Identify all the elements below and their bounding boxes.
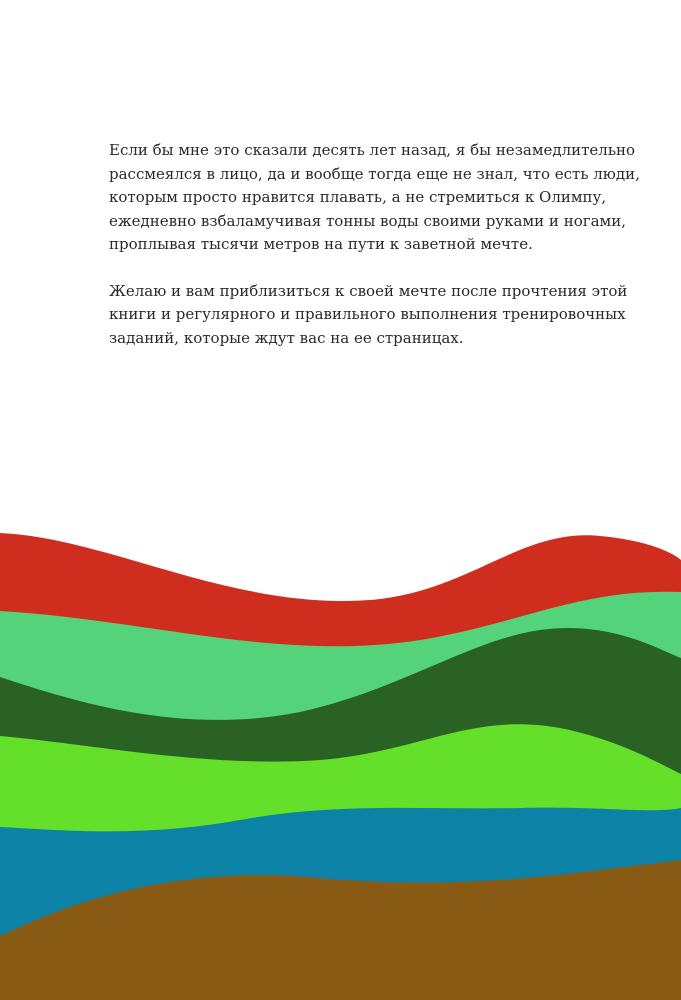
text-line: заданий, которые ждут вас на ее страницах. — [109, 328, 464, 347]
decorative-waves — [0, 520, 681, 1000]
text-line: Если бы мне это сказали десять лет назад, я бы незамедлительно — [109, 141, 636, 159]
text-line: которым просто нравится плавать, а не стремиться к Олимпу, — [109, 188, 607, 206]
text-line: проплывая тысячи метров на пути к заветной мечте. — [109, 235, 533, 253]
text-line: Желаю и вам приблизиться к своей мечте после прочтения этой — [109, 281, 628, 300]
text-line: книги и регулярного и правильного выполнения тренировочных — [109, 305, 626, 323]
text-line: рассмеялся в лицо, да и вообще тогда еще не знал, что есть люди, — [109, 164, 640, 183]
paragraph-2 — [109, 280, 628, 351]
paragraph-1 — [109, 139, 640, 257]
body-text — [109, 139, 640, 350]
text-line: ежедневно взбаламучивая тонны воды своими руками и ногами, — [109, 211, 626, 230]
